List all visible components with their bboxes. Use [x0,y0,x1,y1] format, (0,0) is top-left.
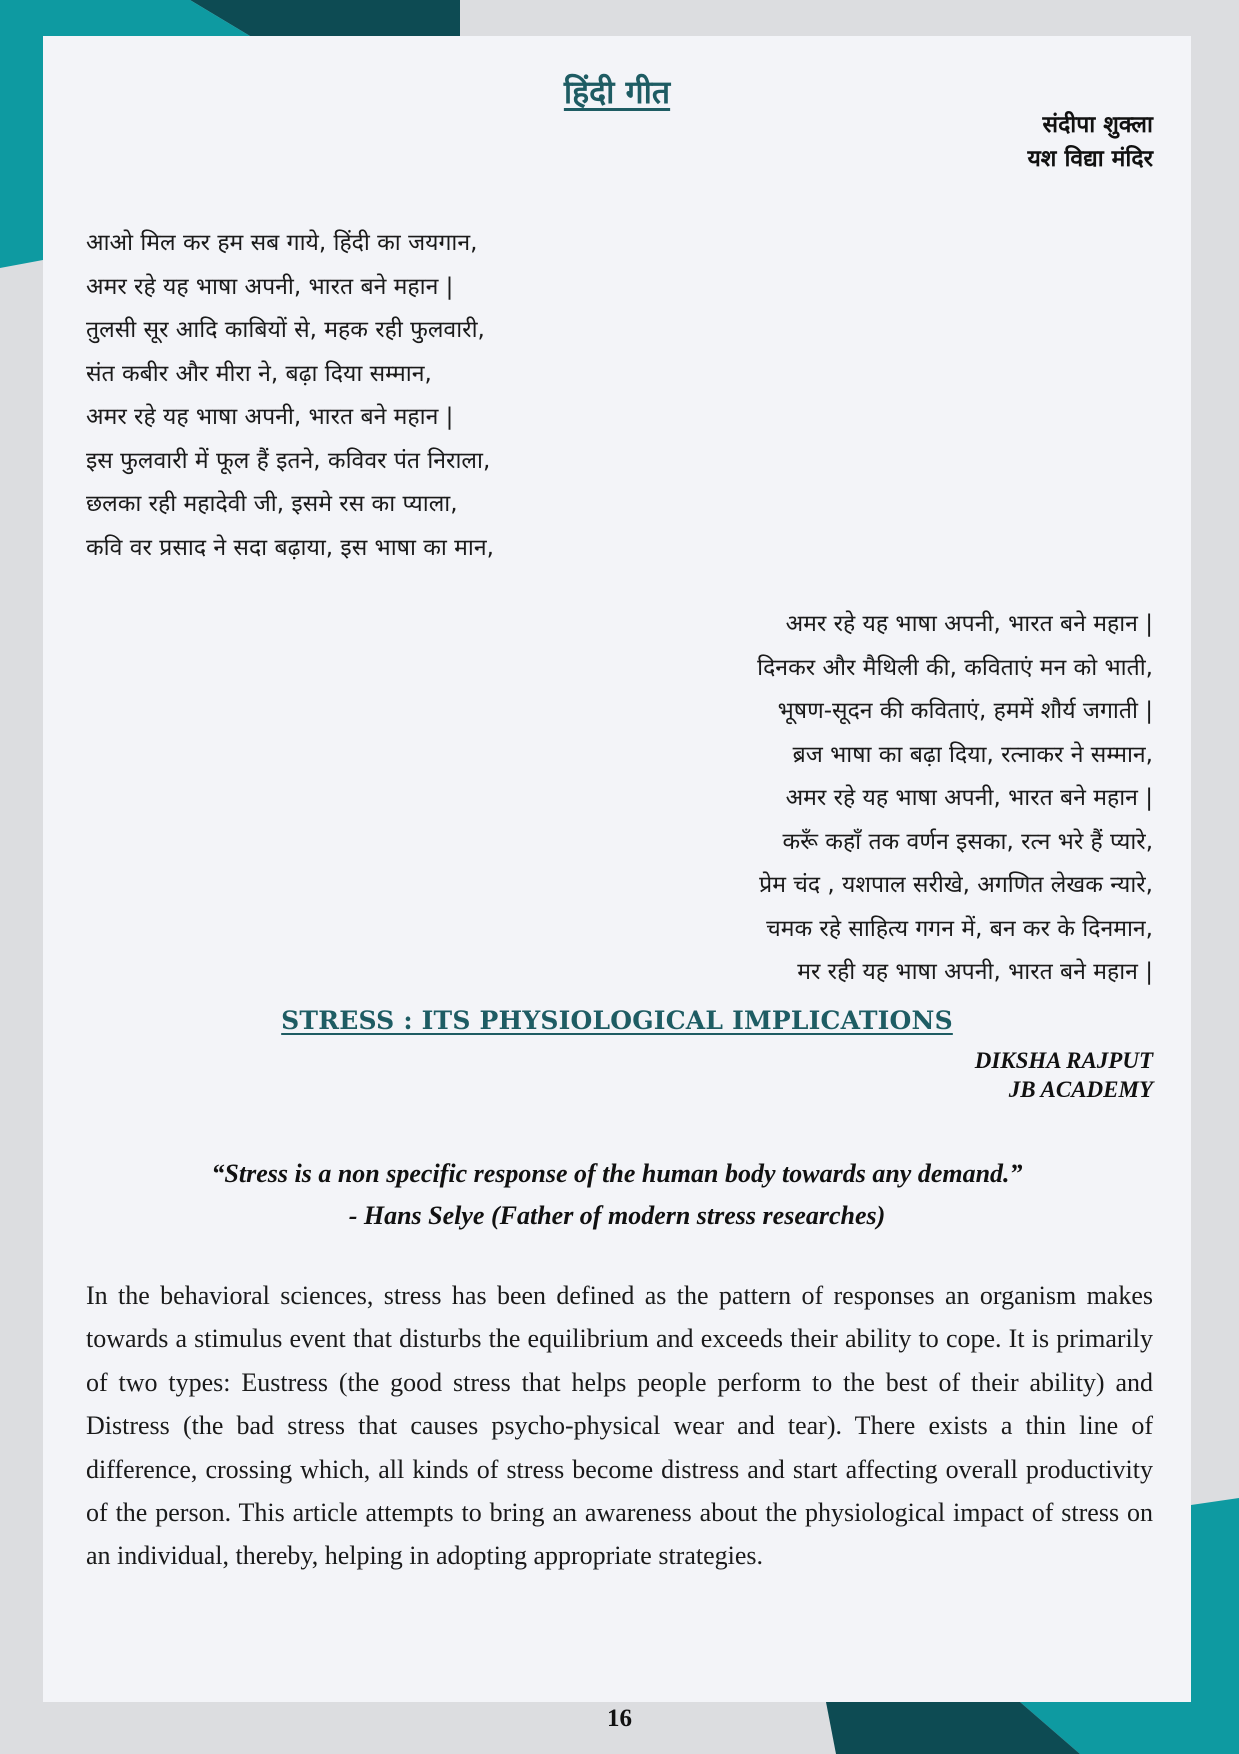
poem-line: अमर रहे यह भाषा अपनी, भारत बने महान | [86,273,454,300]
page-card [43,36,1191,1702]
quote-text: “Stress is a non specific response of the human body towards any demand.” [211,1159,1023,1188]
poem-right-column [757,603,1153,995]
article-title: STRESS : ITS PHYSIOLOGICAL IMPLICATIONS [281,1006,953,1035]
poem-line: इस फुलवारी में फूल हैं इतने, कविवर पंत निराला, [86,447,491,474]
poem-line: तुलसी सूर आदि काबियों से, महक रही फुलवारी, [86,317,485,343]
quote-block [43,1153,1191,1237]
article-body: In the behavioral sciences, stress has been defined as the pattern of responses an organism makes towards a stimulus event that disturbs the equilibrium and exceeds their ability to cope. It is primarily of two types: Eustress (the good stress that helps people perform to the best of their ability) and Distress (the bad stress that causes psycho-physical wear and tear). There exists a thin line of difference, crossing which, all kinds of stress become distress and start affecting overall productivity of the person. This article attempts to bring an awareness about the physiological impact of stress on an individual, thereby, helping in adopting appropriate strategies. [86,1281,1153,1571]
poem-line: ब्रज भाषा का बढ़ा दिया, रत्नाकर ने सम्मान, [792,741,1153,768]
poem-line: संत कबीर और मीरा ने, बढ़ा दिया सम्मान, [86,360,432,387]
page-number: 16 [607,1705,632,1732]
poem-line: भूषण-सूदन की कविताएं, हममें शौर्य जगाती | [777,698,1153,724]
hindi-poem-title: हिंदी गीत [563,73,671,111]
poem-line: मर रही यह भाषा अपनी, भारत बने महान | [797,959,1153,985]
poem-left-column [86,222,494,570]
poem-line: अमर रहे यह भाषा अपनी, भारत बने महान | [785,611,1153,637]
poem-line: आओ मिल कर हम सब गाये, हिंदी का जयगान, [86,230,478,256]
poem-line: करूँ कहाँ तक वर्णन इसका, रत्न भरे हैं प्यारे, [782,828,1153,855]
article-author-block [975,1046,1153,1104]
quote-attribution: - Hans Selye (Father of modern stress researches) [348,1201,886,1230]
hindi-author-school: यश विद्या मंदिर [1027,146,1153,172]
hindi-author-block [1027,108,1153,176]
poem-line: अमर रहे यह भाषा अपनी, भारत बने महान | [86,404,454,430]
article-author-school: JB ACADEMY [1008,1077,1153,1102]
poem-line: चमक रहे साहित्य गगन में, बन कर के दिनमान, [766,915,1153,942]
poem-line: प्रेम चंद , यशपाल सरीखे, अगणित लेखक न्यारे, [759,872,1153,898]
article-author-name: DIKSHA RAJPUT [974,1048,1153,1073]
poem-line: कवि वर प्रसाद ने सदा बढ़ाया, इस भाषा का मान, [86,534,494,561]
hindi-author-name: संदीपा शुक्ला [1042,112,1153,138]
poem-line: छलका रही महादेवी जी, इसमे रस का प्याला, [86,491,458,517]
poem-line: अमर रहे यह भाषा अपनी, भारत बने महान | [785,785,1153,811]
poem-line: दिनकर और मैथिली की, कविताएं मन को भाती, [757,654,1153,681]
